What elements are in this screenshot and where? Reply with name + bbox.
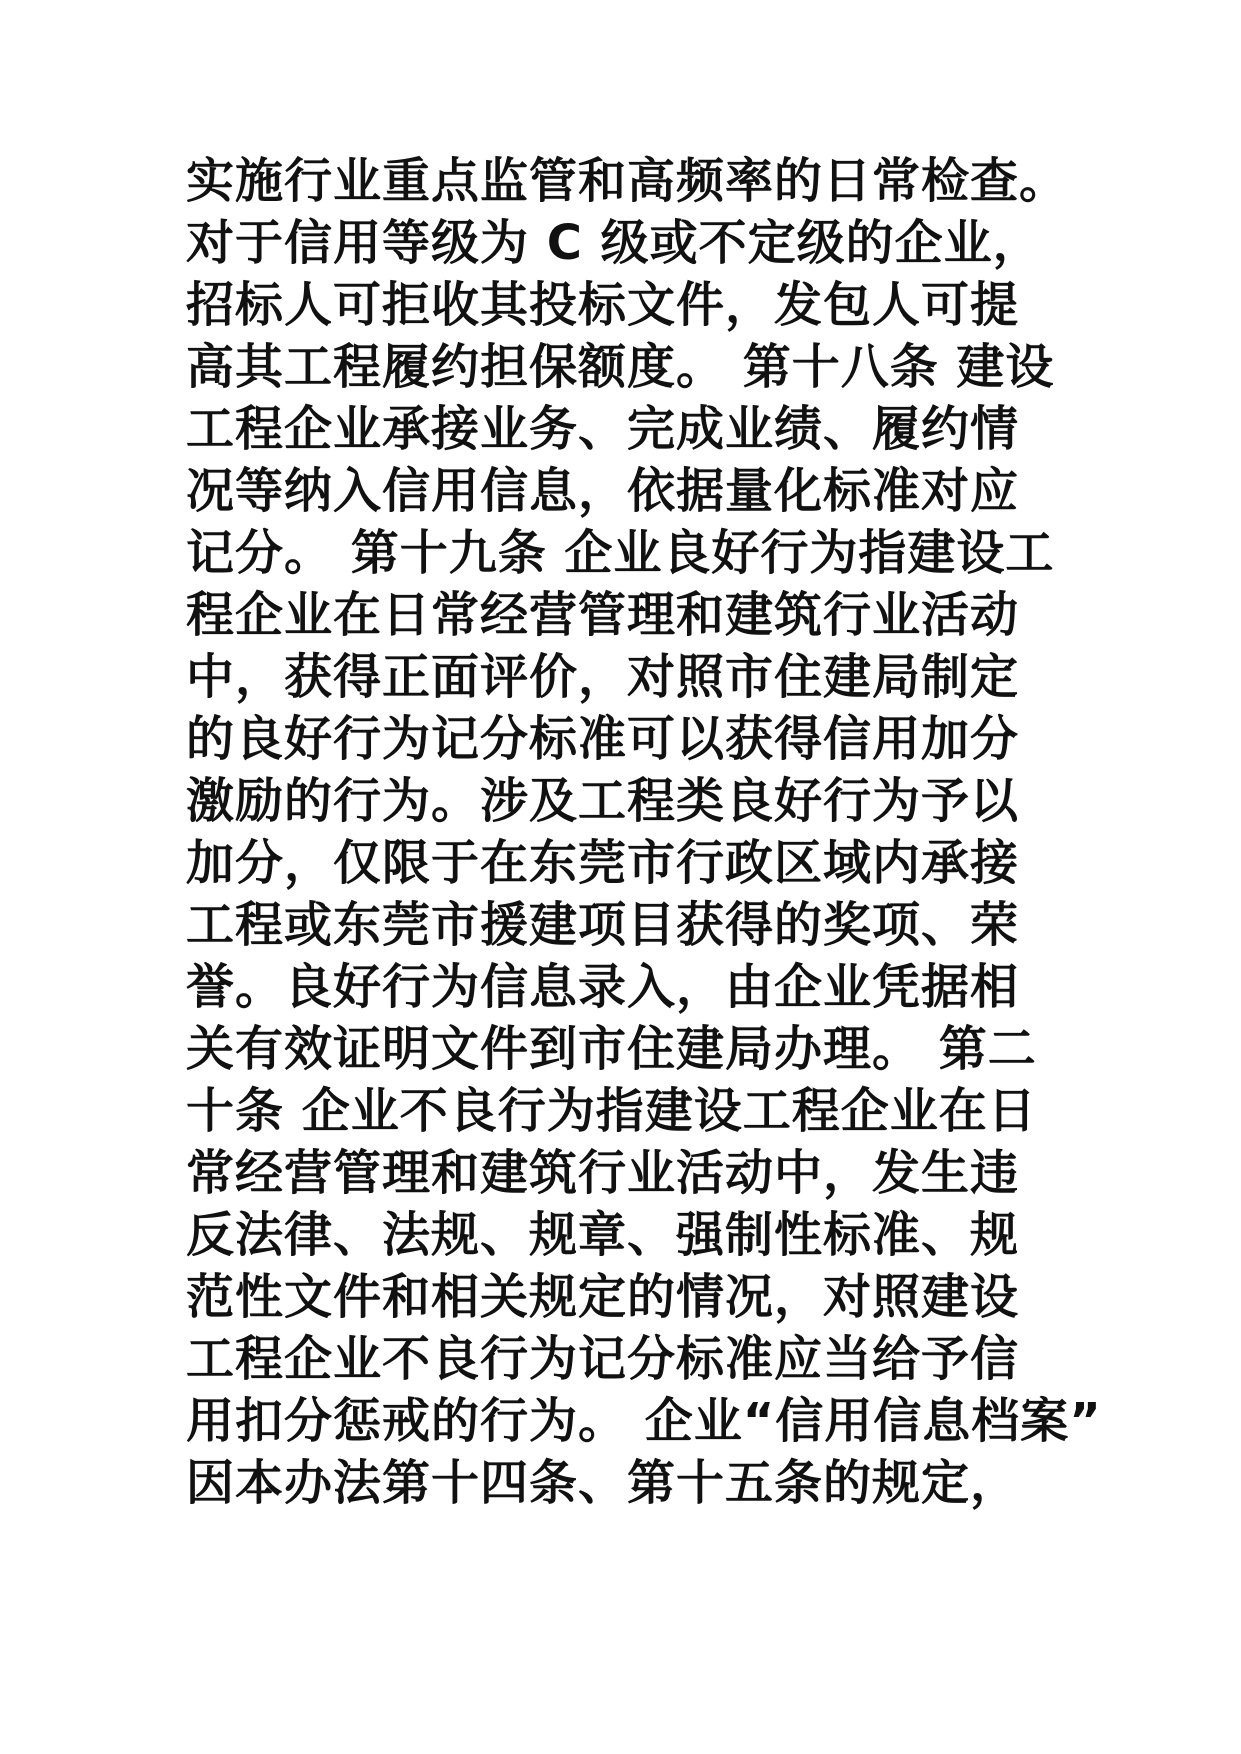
text-line: 记分。 第十九条 企业良好行为指建设工 [186, 525, 1055, 581]
text-line: 常经营管理和建筑行业活动中，发生违 [186, 1145, 1020, 1201]
text-line: 激励的行为。涉及工程类良好行为予以 [186, 773, 1020, 829]
text-line: 程企业在日常经营管理和建筑行业活动 [186, 587, 1020, 643]
text-line: 关有效证明文件到市住建局办理。 第二 [186, 1021, 1037, 1077]
text-line: 况等纳入信用信息，依据量化标准对应 [186, 463, 1020, 519]
text-line: 实施行业重点监管和高频率的日常检查。 [186, 153, 1069, 209]
text-line: 高其工程履约担保额度。 第十八条 建设 [186, 339, 1055, 395]
text-line: 誉。良好行为信息录入，由企业凭据相 [186, 959, 1020, 1015]
body-text [186, 150, 1102, 1514]
text-line: 工程企业不良行为记分标准应当给予信 [186, 1331, 1020, 1387]
text-line: 因本办法第十四条、第十五条的规定， [186, 1455, 1020, 1511]
text-line: 范性文件和相关规定的情况，对照建设 [186, 1269, 1020, 1325]
text-line: 加分，仅限于在东莞市行政区域内承接 [186, 835, 1020, 891]
text-line: 反法律、法规、规章、强制性标准、规 [186, 1207, 1020, 1263]
text-line: 用扣分惩戒的行为。 企业“信用信息档案” [186, 1393, 1102, 1449]
text-line: 工程或东莞市援建项目获得的奖项、荣 [186, 897, 1020, 953]
text-line: 对于信用等级为 C 级或不定级的企业， [186, 215, 1042, 271]
text-line: 十条 企业不良行为指建设工程企业在日 [186, 1083, 1037, 1139]
text-line: 招标人可拒收其投标文件，发包人可提 [186, 277, 1020, 333]
text-line: 工程企业承接业务、完成业绩、履约情 [186, 401, 1020, 457]
text-line: 中，获得正面评价，对照市住建局制定 [186, 649, 1020, 705]
text-line: 的良好行为记分标准可以获得信用加分 [186, 711, 1020, 767]
